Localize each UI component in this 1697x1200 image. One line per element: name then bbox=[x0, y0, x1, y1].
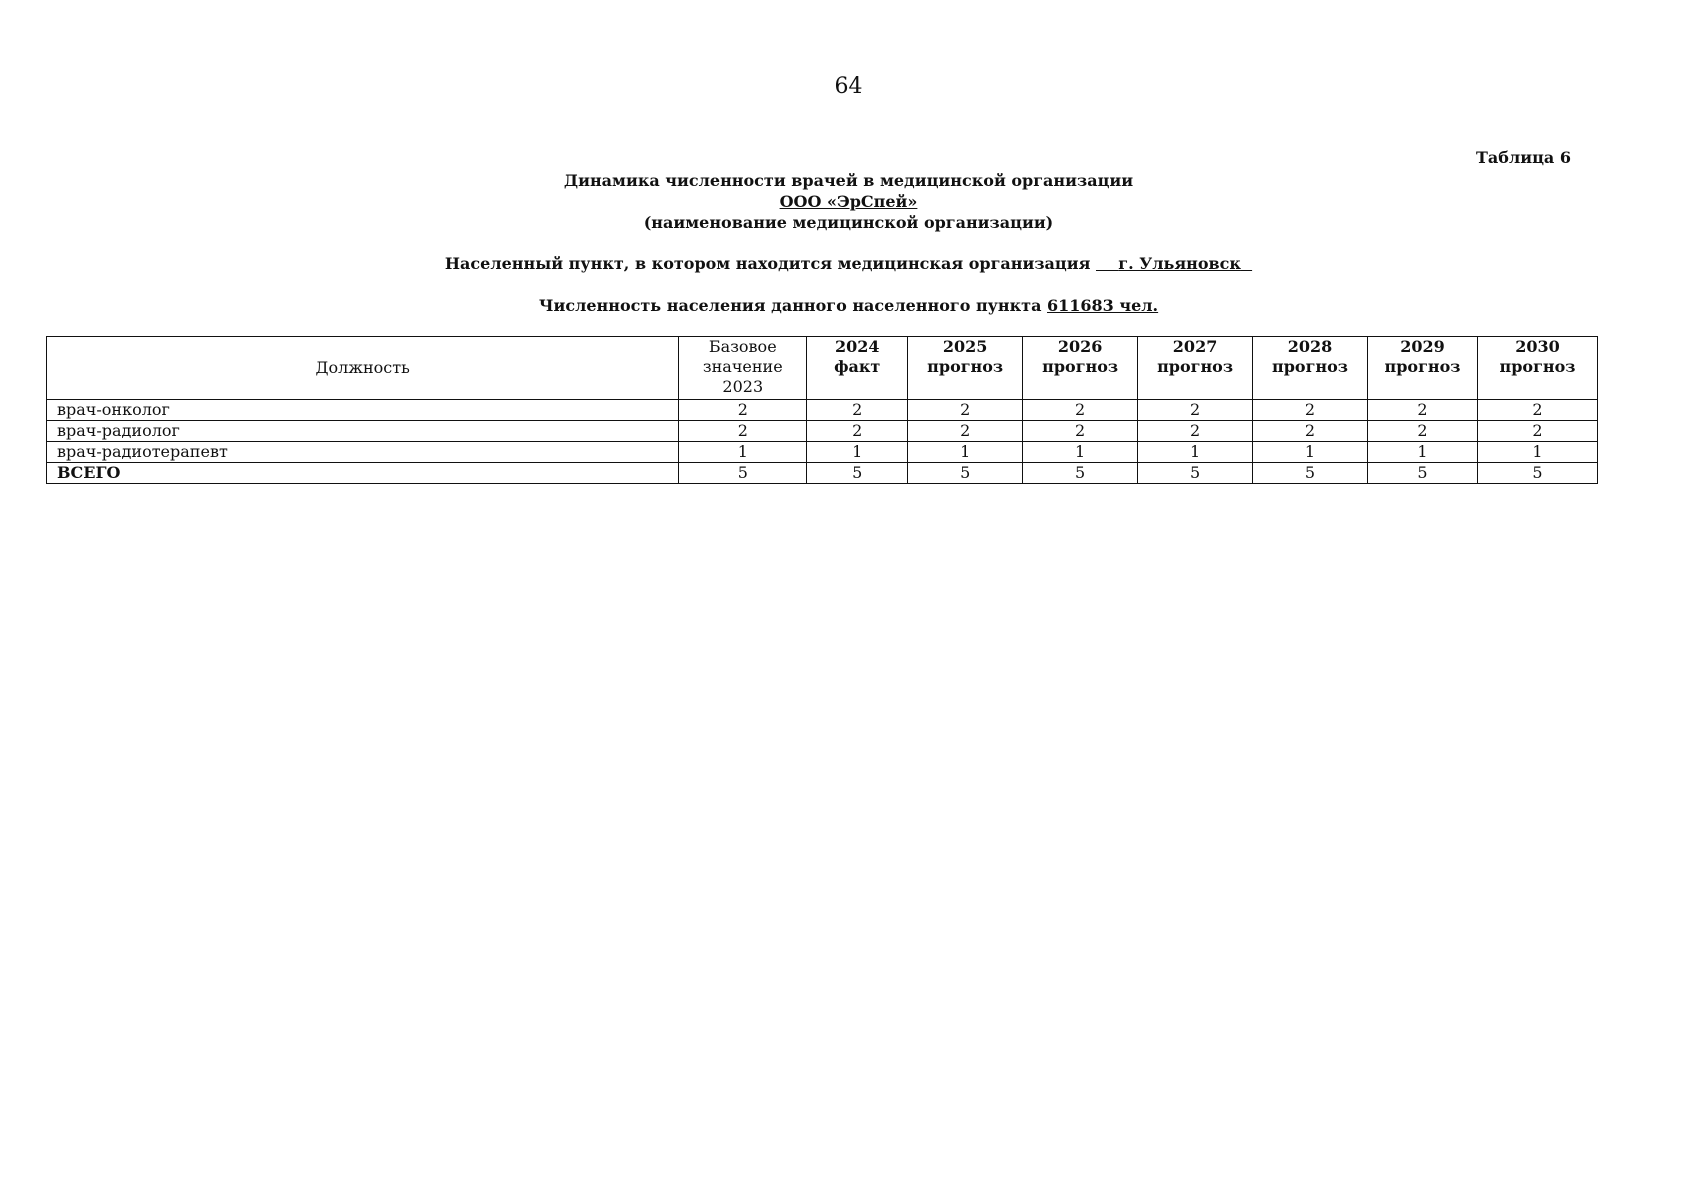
value-cell: 1 bbox=[908, 442, 1023, 463]
organization-name-line bbox=[0, 191, 1697, 212]
table-label: Таблица 6 bbox=[1476, 148, 1571, 167]
year-2029-column-header: 2029 прогноз bbox=[1368, 337, 1478, 400]
value-cell: 5 bbox=[1253, 463, 1368, 484]
value-cell: 2 bbox=[679, 421, 807, 442]
year-2025-column-header: 2025 прогноз bbox=[908, 337, 1023, 400]
table-row-radiotherapist bbox=[47, 442, 1598, 463]
value-cell: 2 bbox=[1368, 400, 1478, 421]
value-cell: 1 bbox=[1253, 442, 1368, 463]
table-row-oncologist bbox=[47, 400, 1598, 421]
population-value: 611683 чел. bbox=[1047, 296, 1159, 315]
value-cell: 1 bbox=[1368, 442, 1478, 463]
value-cell: 1 bbox=[1138, 442, 1253, 463]
value-cell: 2 bbox=[1138, 421, 1253, 442]
value-cell: 1 bbox=[807, 442, 908, 463]
position-cell: врач-радиолог bbox=[47, 421, 679, 442]
organization-name: ООО «ЭрСпей» bbox=[779, 192, 918, 211]
value-cell: 2 bbox=[1368, 421, 1478, 442]
value-cell: 2 bbox=[1253, 400, 1368, 421]
population-label: Численность населения данного населенного пункта bbox=[538, 296, 1042, 315]
document-title: Динамика численности врачей в медицинской организации bbox=[563, 171, 1134, 190]
year-2026-column-header: 2026 прогноз bbox=[1023, 337, 1138, 400]
value-cell: 2 bbox=[807, 421, 908, 442]
table-header-row bbox=[47, 337, 1598, 400]
position-cell: врач-радиотерапевт bbox=[47, 442, 679, 463]
organization-caption: (наименование медицинской организации) bbox=[643, 213, 1054, 232]
value-cell: 2 bbox=[1477, 421, 1597, 442]
document-header bbox=[0, 170, 1697, 233]
value-cell: 2 bbox=[1023, 421, 1138, 442]
value-cell: 5 bbox=[1368, 463, 1478, 484]
value-cell: 2 bbox=[1023, 400, 1138, 421]
doctors-table bbox=[46, 336, 1598, 484]
value-cell: 2 bbox=[908, 421, 1023, 442]
value-cell: 5 bbox=[807, 463, 908, 484]
page-number: 64 bbox=[834, 74, 863, 99]
table-row-radiologist bbox=[47, 421, 1598, 442]
position-cell: врач-онколог bbox=[47, 400, 679, 421]
value-cell: 5 bbox=[679, 463, 807, 484]
settlement-label: Населенный пункт, в котором находится медицинская организация bbox=[444, 254, 1091, 273]
settlement-line bbox=[0, 254, 1697, 273]
year-2024-column-header: 2024 факт bbox=[807, 337, 908, 400]
value-cell: 2 bbox=[1477, 400, 1597, 421]
total-label-cell: ВСЕГО bbox=[47, 463, 679, 484]
base-value-column-header: Базовое значение 2023 bbox=[679, 337, 807, 400]
value-cell: 1 bbox=[1023, 442, 1138, 463]
value-cell: 2 bbox=[908, 400, 1023, 421]
value-cell: 2 bbox=[679, 400, 807, 421]
year-2028-column-header: 2028 прогноз bbox=[1253, 337, 1368, 400]
value-cell: 5 bbox=[1477, 463, 1597, 484]
settlement-value: г. Ульяновск bbox=[1118, 254, 1241, 273]
value-cell: 1 bbox=[1477, 442, 1597, 463]
value-cell: 5 bbox=[908, 463, 1023, 484]
value-cell: 1 bbox=[679, 442, 807, 463]
value-cell: 2 bbox=[1253, 421, 1368, 442]
value-cell: 2 bbox=[807, 400, 908, 421]
population-line bbox=[0, 296, 1697, 315]
table-row-total bbox=[47, 463, 1598, 484]
year-2030-column-header: 2030 прогноз bbox=[1477, 337, 1597, 400]
value-cell: 5 bbox=[1023, 463, 1138, 484]
position-column-header: Должность bbox=[47, 337, 679, 400]
value-cell: 2 bbox=[1138, 400, 1253, 421]
value-cell: 5 bbox=[1138, 463, 1253, 484]
year-2027-column-header: 2027 прогноз bbox=[1138, 337, 1253, 400]
